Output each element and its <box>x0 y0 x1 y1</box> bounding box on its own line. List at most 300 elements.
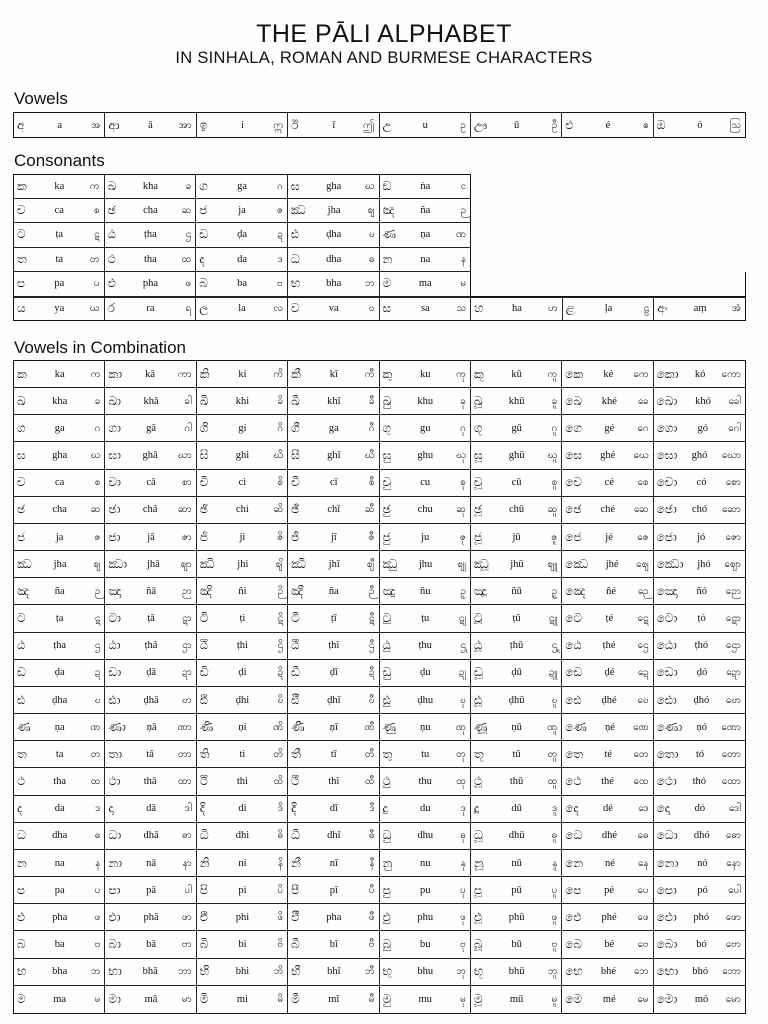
roman-transliteration: ṇa <box>420 229 431 241</box>
sinhala-char: ඩා <box>108 665 122 680</box>
letter-cell <box>654 361 745 388</box>
burmese-char: ကီ <box>364 368 375 380</box>
letter-cell <box>380 660 471 687</box>
letter-cell <box>380 113 471 137</box>
sinhala-char: චු <box>382 475 392 490</box>
sinhala-char: ඪ <box>290 227 299 242</box>
sinhala-char: ජූ <box>473 529 482 544</box>
sinhala-char: ධු <box>382 828 392 843</box>
letter-cell <box>288 551 379 578</box>
burmese-char: ဂါ <box>184 422 192 434</box>
burmese-char: နေ <box>638 857 649 869</box>
burmese-char: ထော <box>721 776 741 788</box>
burmese-char: ဘ <box>364 278 375 290</box>
burmese-char: ထ <box>90 776 101 788</box>
burmese-char: ဎီ <box>368 694 375 706</box>
letter-cell <box>380 415 471 442</box>
letter-cell <box>196 297 288 322</box>
sinhala-char: ණා <box>108 719 126 734</box>
roman-transliteration: na <box>420 253 431 265</box>
burmese-char: ဉု <box>460 585 466 597</box>
letter-cell <box>471 470 562 497</box>
roman-transliteration: dé <box>602 803 613 815</box>
letter-cell <box>288 986 379 1013</box>
letter-cell <box>105 248 197 273</box>
burmese-char: ဉ <box>460 204 467 216</box>
roman-transliteration: ghā <box>142 450 158 462</box>
sinhala-char: ඵා <box>108 909 121 924</box>
burmese-char: ပိ <box>277 884 284 896</box>
burmese-char: ဈ <box>367 204 375 216</box>
sinhala-char: ල <box>199 301 209 316</box>
roman-transliteration: chi <box>236 504 249 516</box>
burmese-char: ဓော <box>725 830 741 842</box>
letter-cell <box>562 442 653 469</box>
letter-cell <box>197 741 288 768</box>
burmese-char: ဏူ <box>547 721 558 733</box>
burmese-char: ဍ <box>277 229 283 241</box>
letter-cell <box>288 497 379 524</box>
sinhala-char: ජ <box>199 202 208 217</box>
letter-cell <box>562 524 653 551</box>
burmese-char: ဌ <box>94 640 101 652</box>
roman-transliteration: ḍha <box>52 694 68 706</box>
sinhala-char: බ <box>17 937 26 952</box>
sinhala-char: බ <box>199 276 208 291</box>
burmese-char: ဖ <box>185 278 192 290</box>
burmese-char: ပေ <box>637 884 649 896</box>
sinhala-char: පූ <box>473 882 482 897</box>
roman-transliteration: jhū <box>510 558 524 570</box>
roman-transliteration: ba <box>237 278 248 290</box>
roman-transliteration: ma <box>53 993 67 1005</box>
letter-cell <box>562 768 653 795</box>
roman-transliteration: jha <box>327 204 341 216</box>
burmese-char: ဖ <box>94 911 101 923</box>
sinhala-char: තා <box>108 746 123 761</box>
letter-cell <box>562 470 653 497</box>
letter-cell <box>380 633 471 660</box>
roman-transliteration: jó <box>697 531 706 543</box>
roman-transliteration: khó <box>695 395 711 407</box>
burmese-char: ဗိ <box>277 939 284 951</box>
letter-cell <box>197 660 288 687</box>
burmese-char: မ <box>94 993 101 1005</box>
roman-transliteration: mā <box>144 993 158 1005</box>
sinhala-char: ධ <box>290 251 300 266</box>
burmese-char: ဋိ <box>277 613 284 625</box>
empty-cell <box>563 199 655 224</box>
roman-transliteration: jhā <box>147 558 160 570</box>
sinhala-char: ඩී <box>291 665 301 680</box>
burmese-char: ဃီ <box>364 450 375 462</box>
burmese-char: ဎူ <box>551 694 558 706</box>
letter-cell <box>288 470 379 497</box>
roman-transliteration: mū <box>509 993 524 1005</box>
sinhala-char: ණෙ <box>565 719 587 734</box>
roman-transliteration: thū <box>509 776 524 788</box>
roman-transliteration: phū <box>508 911 525 923</box>
sinhala-char: ණො <box>656 719 683 734</box>
letter-cell <box>105 199 197 224</box>
burmese-char: ဆာ <box>177 504 192 516</box>
burmese-char: ဒိ <box>277 803 284 815</box>
sinhala-char: බො <box>656 937 678 952</box>
sinhala-char: ඡි <box>199 502 208 517</box>
burmese-char: ဖူ <box>551 911 558 923</box>
roman-transliteration: ṭu <box>421 613 430 625</box>
sinhala-char: ඵූ <box>473 909 482 924</box>
burmese-char: ဌော <box>725 640 741 652</box>
letter-cell <box>14 660 105 687</box>
burmese-char: န <box>95 857 101 869</box>
sinhala-char: බු <box>382 937 392 952</box>
sinhala-char: ජු <box>382 529 391 544</box>
letter-cell <box>197 388 288 415</box>
burmese-char: ဟ <box>547 303 558 315</box>
roman-transliteration: pó <box>697 884 708 896</box>
roman-transliteration: ṭī <box>330 613 337 625</box>
sinhala-char: නි <box>199 855 210 870</box>
burmese-char: တာ <box>177 748 192 760</box>
burmese-char: ဠ <box>643 303 650 315</box>
letter-cell <box>562 904 653 931</box>
sinhala-char: තූ <box>473 746 484 761</box>
burmese-char: ဍ <box>94 667 101 679</box>
letter-cell <box>197 986 288 1013</box>
letter-cell <box>654 297 746 322</box>
letter-cell <box>471 931 562 958</box>
letter-cell <box>14 823 105 850</box>
burmese-char: ဈေ <box>636 558 649 570</box>
letter-cell <box>14 768 105 795</box>
roman-transliteration: ñu <box>419 585 431 597</box>
sinhala-char: දී <box>291 801 297 816</box>
letter-cell <box>380 551 471 578</box>
letter-cell <box>471 687 562 714</box>
sinhala-char: ජෙ <box>565 529 582 544</box>
roman-transliteration: bhó <box>692 966 709 978</box>
roman-transliteration: mó <box>694 993 709 1005</box>
letter-cell <box>471 904 562 931</box>
sinhala-char: ප <box>17 276 26 291</box>
burmese-char: ရ <box>185 303 192 315</box>
roman-transliteration: dū <box>511 803 522 815</box>
roman-transliteration: cā <box>146 477 156 489</box>
burmese-char: နီ <box>369 857 375 869</box>
sinhala-char: චූ <box>473 475 483 490</box>
sinhala-char: ඩ <box>17 665 26 680</box>
roman-transliteration: ṭhó <box>694 640 709 652</box>
letter-cell <box>380 524 471 551</box>
sinhala-char: මො <box>656 991 678 1006</box>
burmese-char: ဎု <box>460 694 466 706</box>
letter-cell <box>288 442 379 469</box>
burmese-char: ဘူ <box>547 966 558 978</box>
sinhala-char: හ <box>474 301 484 316</box>
roman-transliteration: ṇi <box>238 721 247 733</box>
letter-cell <box>105 361 196 388</box>
sinhala-char: ඤෙ <box>565 583 586 598</box>
roman-transliteration: bhé <box>600 966 616 978</box>
burmese-char: ဋေ <box>637 613 649 625</box>
roman-transliteration: ba <box>54 939 65 951</box>
empty-cell <box>471 272 563 297</box>
letter-cell <box>654 605 745 632</box>
roman-transliteration: ña <box>54 585 65 597</box>
sinhala-char: ඩ <box>199 227 209 242</box>
burmese-char: ခီ <box>368 395 375 407</box>
sinhala-char: ඣූ <box>473 556 489 571</box>
burmese-char: တိ <box>273 748 284 760</box>
burmese-char: ဉော <box>725 585 741 597</box>
burmese-char: ဌူ <box>551 640 558 652</box>
roman-transliteration: u <box>422 119 428 131</box>
sinhala-char: දො <box>656 801 671 816</box>
roman-transliteration: ḍhi <box>235 694 250 706</box>
burmese-char: ဃူ <box>547 450 558 462</box>
roman-transliteration: ṇū <box>511 721 522 733</box>
roman-transliteration: cé <box>604 477 614 489</box>
sinhala-char: ආ <box>108 117 120 132</box>
roman-transliteration: ṇu <box>419 721 431 733</box>
sinhala-char: ථි <box>199 774 208 789</box>
letter-cell <box>654 497 745 524</box>
letter-cell <box>471 796 562 823</box>
roman-transliteration: bhi <box>235 966 250 978</box>
sinhala-char: ථ <box>17 774 26 789</box>
sinhala-char: ස <box>382 301 392 316</box>
roman-transliteration: gū <box>511 422 522 434</box>
letter-cell <box>654 796 745 823</box>
burmese-char: တူ <box>547 748 558 760</box>
roman-transliteration: pha <box>326 911 342 923</box>
sinhala-char: ඩු <box>382 665 392 680</box>
roman-transliteration: i <box>240 119 244 131</box>
sinhala-char: ඨ <box>107 227 116 242</box>
burmese-char: ဓူ <box>551 830 558 842</box>
sinhala-char: ඵ <box>17 909 26 924</box>
burmese-char: ဋု <box>458 613 466 625</box>
roman-transliteration: khī <box>327 395 341 407</box>
burmese-char: ဆိ <box>273 504 284 516</box>
sinhala-char: ධූ <box>473 828 483 843</box>
burmese-char: ယ <box>89 303 100 315</box>
sinhala-char: ටො <box>656 611 678 626</box>
roman-transliteration: pī <box>329 884 338 896</box>
roman-transliteration: jha <box>53 558 67 570</box>
letter-cell <box>14 714 105 741</box>
sinhala-char: ව <box>290 301 300 316</box>
burmese-char: ဉိ <box>277 585 284 597</box>
sinhala-char: මෙ <box>565 991 583 1006</box>
sinhala-char: චී <box>291 475 300 490</box>
burmese-char: ဤ <box>362 119 375 131</box>
burmese-char: က <box>90 368 101 380</box>
burmese-char: စော <box>725 477 741 489</box>
letter-cell <box>654 551 745 578</box>
letter-cell <box>380 687 471 714</box>
burmese-char: ဂူ <box>551 422 558 434</box>
roman-transliteration: dhi <box>235 830 250 842</box>
letter-cell <box>197 850 288 877</box>
letter-cell <box>197 904 288 931</box>
letter-cell <box>105 904 196 931</box>
empty-cell <box>563 272 655 297</box>
sinhala-char: ඣො <box>656 556 684 571</box>
sinhala-char: එ <box>565 117 574 132</box>
roman-transliteration: pa <box>54 884 65 896</box>
sinhala-char: කි <box>199 366 210 381</box>
burmese-char: တ <box>89 253 100 265</box>
letter-cell <box>13 199 105 224</box>
burmese-char: ဝ <box>368 303 375 315</box>
roman-transliteration: ḍi <box>238 667 247 679</box>
sinhala-char: ඛ <box>17 393 26 408</box>
sinhala-char: ඛෙ <box>565 393 583 408</box>
roman-transliteration: thi <box>236 776 248 788</box>
burmese-char: ဌီ <box>368 640 375 652</box>
letter-cell <box>380 297 472 322</box>
burmese-char: ဇာ <box>181 531 192 543</box>
sinhala-char: ඩි <box>199 665 209 680</box>
burmese-char: စီ <box>368 477 375 489</box>
sinhala-char: ධි <box>199 828 209 843</box>
sinhala-char: ඨූ <box>473 638 482 653</box>
letter-cell <box>288 223 380 248</box>
burmese-char: ဉေ <box>638 585 649 597</box>
sinhala-char: ඌ <box>473 117 488 132</box>
sinhala-char: පු <box>382 882 391 897</box>
sinhala-char: ඝු <box>382 448 392 463</box>
roman-transliteration: ḷa <box>604 303 613 315</box>
roman-transliteration: dhā <box>143 830 159 842</box>
letter-cell <box>471 551 562 578</box>
roman-transliteration: dha <box>326 253 342 265</box>
letter-cell <box>288 877 379 904</box>
burmese-char: ဈု <box>457 558 466 570</box>
burmese-char: ဏေ <box>633 721 649 733</box>
sinhala-char: ඤී <box>291 583 304 598</box>
combination-heading: Vowels in Combination <box>14 338 186 357</box>
sinhala-char: චා <box>108 475 121 490</box>
roman-transliteration: tī <box>330 748 337 760</box>
burmese-char: ဒူ <box>552 803 558 815</box>
burmese-char: မ <box>460 278 467 290</box>
letter-cell <box>288 904 379 931</box>
roman-transliteration: ta <box>55 253 64 265</box>
letter-cell <box>562 850 653 877</box>
roman-transliteration: na <box>54 857 65 869</box>
burmese-char: မော <box>725 993 741 1005</box>
roman-transliteration: ṭi <box>239 613 246 625</box>
burmese-char: ဗာ <box>181 939 192 951</box>
burmese-char: မိ <box>277 993 284 1005</box>
roman-transliteration: ṇé <box>605 721 615 733</box>
burmese-char: ဍော <box>726 667 741 679</box>
sinhala-char: නා <box>108 855 123 870</box>
burmese-char: ပု <box>460 884 466 896</box>
burmese-char: ဖေ <box>637 911 649 923</box>
letter-cell <box>197 768 288 795</box>
sinhala-char: කී <box>291 366 301 381</box>
empty-cell <box>654 248 746 273</box>
roman-transliteration: ṭa <box>55 613 64 625</box>
empty-cell <box>563 223 655 248</box>
letter-cell <box>14 415 105 442</box>
roman-transliteration: khu <box>417 395 434 407</box>
burmese-char: တော <box>721 748 741 760</box>
roman-transliteration: nā <box>146 857 157 869</box>
sinhala-char: ඛා <box>108 393 121 408</box>
sinhala-char: ම <box>382 276 392 291</box>
sinhala-char: ඪෙ <box>565 692 582 707</box>
consonants-table <box>13 174 746 321</box>
roman-transliteration: bhā <box>142 966 158 978</box>
roman-transliteration: da <box>237 253 248 265</box>
burmese-char: ကော <box>721 368 741 380</box>
letter-cell <box>562 823 653 850</box>
burmese-char: ဌ <box>185 229 192 241</box>
sinhala-char: ථෙ <box>565 774 582 789</box>
letter-cell <box>654 823 745 850</box>
letter-cell <box>562 959 653 986</box>
combinations-table <box>13 360 746 1014</box>
burmese-char: ကာ <box>177 368 192 380</box>
burmese-char: ဧ <box>643 119 649 131</box>
letter-cell <box>471 768 562 795</box>
letter-cell <box>105 497 196 524</box>
roman-transliteration: ghī <box>327 450 341 462</box>
roman-transliteration: ḍhu <box>417 694 434 706</box>
roman-transliteration: bī <box>329 939 338 951</box>
burmese-char: ဏ <box>90 721 101 733</box>
roman-transliteration: gu <box>419 422 431 434</box>
burmese-char: ဈူ <box>547 558 558 570</box>
roman-transliteration: tā <box>146 748 154 760</box>
letter-cell <box>288 248 380 273</box>
roman-transliteration: ya <box>54 303 65 315</box>
sinhala-char: කා <box>108 366 123 381</box>
roman-transliteration: ca <box>54 204 64 216</box>
roman-transliteration: ji <box>239 531 246 543</box>
roman-transliteration: nī <box>329 857 338 869</box>
sinhala-char: භ <box>17 964 27 979</box>
sinhala-char: භී <box>291 964 301 979</box>
roman-transliteration: ṭhā <box>144 640 158 652</box>
letter-cell <box>380 850 471 877</box>
roman-transliteration: jī <box>330 531 337 543</box>
burmese-char: ဂေ <box>637 422 649 434</box>
letter-cell <box>105 986 196 1013</box>
sinhala-char: දා <box>108 801 114 816</box>
burmese-char: ဌိ <box>277 640 284 652</box>
sinhala-char: ග <box>17 420 26 435</box>
roman-transliteration: ra <box>146 303 155 315</box>
letter-cell <box>14 796 105 823</box>
burmese-char: ဎော <box>725 694 741 706</box>
letter-cell <box>380 361 471 388</box>
burmese-char: ဆ <box>181 204 192 216</box>
vowels-heading: Vowels <box>14 89 68 108</box>
burmese-char: ဈိ <box>275 558 284 570</box>
roman-transliteration: du <box>419 803 431 815</box>
roman-transliteration: ti <box>239 748 246 760</box>
letter-cell <box>288 714 379 741</box>
roman-transliteration: ṇā <box>146 721 157 733</box>
roman-transliteration: phu <box>417 911 434 923</box>
roman-transliteration: ché <box>600 504 616 516</box>
